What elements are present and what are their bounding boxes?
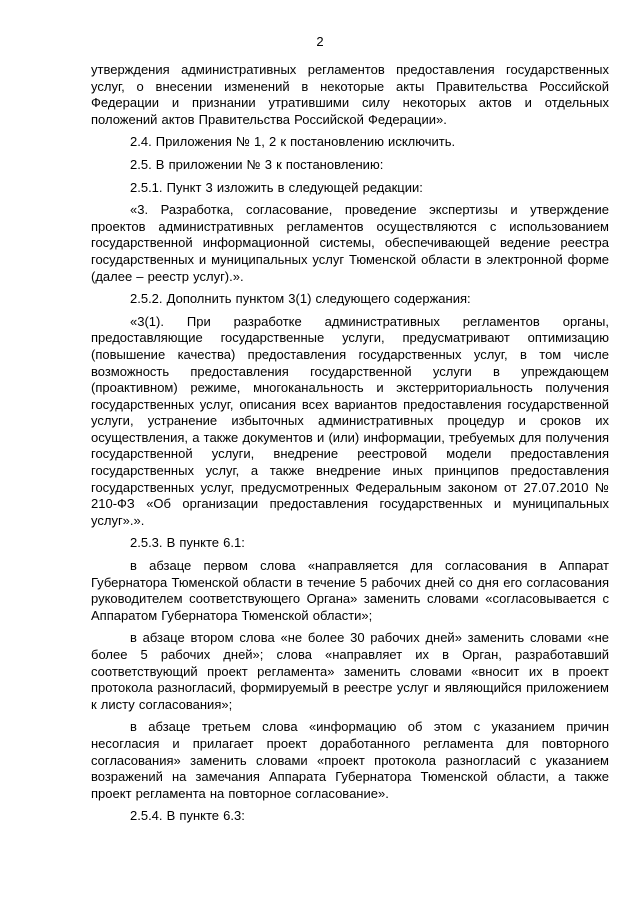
paragraph-continuation: утверждения административных регламентов предоставления государственных услуг, о внесении изменений в некоторые акты Правительства Российской Федерации и признании утратившими силу некоторых актов и отдельных положений актов Правительства Российской Федерации». — [91, 62, 609, 127]
paragraph-2-4: 2.4. Приложения № 1, 2 к постановлению исключить. — [130, 134, 456, 150]
document-body — [91, 62, 609, 831]
paragraph-2-5-4: 2.5.4. В пункте 6.3: — [130, 808, 245, 824]
paragraph-item-3-1: «3(1). При разработке административных регламентов органы, предоставляющие государственные услуги, предусматривают оптимизацию (повышение качества) предоставления государственных услуг, в том числе возможность предоставления государственной услуги в упреждающем (проактивном) режиме, многоканальность и экстерриториальность получения государственных услуг, описания всех вариантов предоставления государственной услуги, устранение избыточных административных процедур и сроков их осуществления, а также документов и (или) информации, требуемых для получения государственной услуги, внедрение реестровой модели предоставления государственных услуг, а также внедрение иных принципов предоставления государственных услуг, предусмотренных Федеральным законом от 27.07.2010 № 210-ФЗ «Об организации предоставления государственных и муниципальных услуг».». — [91, 313, 609, 528]
page-number: 2 — [316, 34, 324, 49]
paragraph-abzac-2: в абзаце втором слова «не более 30 рабочих дней» заменить словами «не более 5 рабочих дней»; слова «направляет их в Орган, разработавший соответствующий проект регламента» заменить словами «вносит их в проект протокола разногласий, формируемый в реестре услуг и являющийся приложением к листу согласования»; — [91, 630, 609, 712]
paragraph-abzac-3: в абзаце третьем слова «информацию об этом с указанием причин несогласия и прилагает проект доработанного регламента для повторного согласования» заменить словами «проект протокола разногласий с указанием возражений на замечания Аппарата Губернатора Тюменской области, а также проект регламента на повторное согласование». — [91, 719, 609, 801]
paragraph-2-5-2: 2.5.2. Дополнить пунктом 3(1) следующего содержания: — [130, 291, 471, 307]
paragraph-item-3: «3. Разработка, согласование, проведение экспертизы и утверждение проектов административных регламентов осуществляются с использованием государственной информационной системы, обеспечивающей ведение реестра государственных и муниципальных услуг Тюменской области в электронной форме (далее – реестр услуг).». — [91, 202, 609, 284]
paragraph-2-5-1: 2.5.1. Пункт 3 изложить в следующей редакции: — [130, 179, 423, 195]
paragraph-2-5: 2.5. В приложении № 3 к постановлению: — [130, 156, 384, 172]
paragraph-abzac-1: в абзаце первом слова «направляется для согласования в Аппарат Губернатора Тюменской области в течение 5 рабочих дней со дня его согласования руководителем соответствующего Органа» заменить словами «согласовывается с Аппаратом Губернатора Тюменской области»; — [91, 558, 609, 623]
paragraph-2-5-3: 2.5.3. В пункте 6.1: — [130, 535, 245, 551]
